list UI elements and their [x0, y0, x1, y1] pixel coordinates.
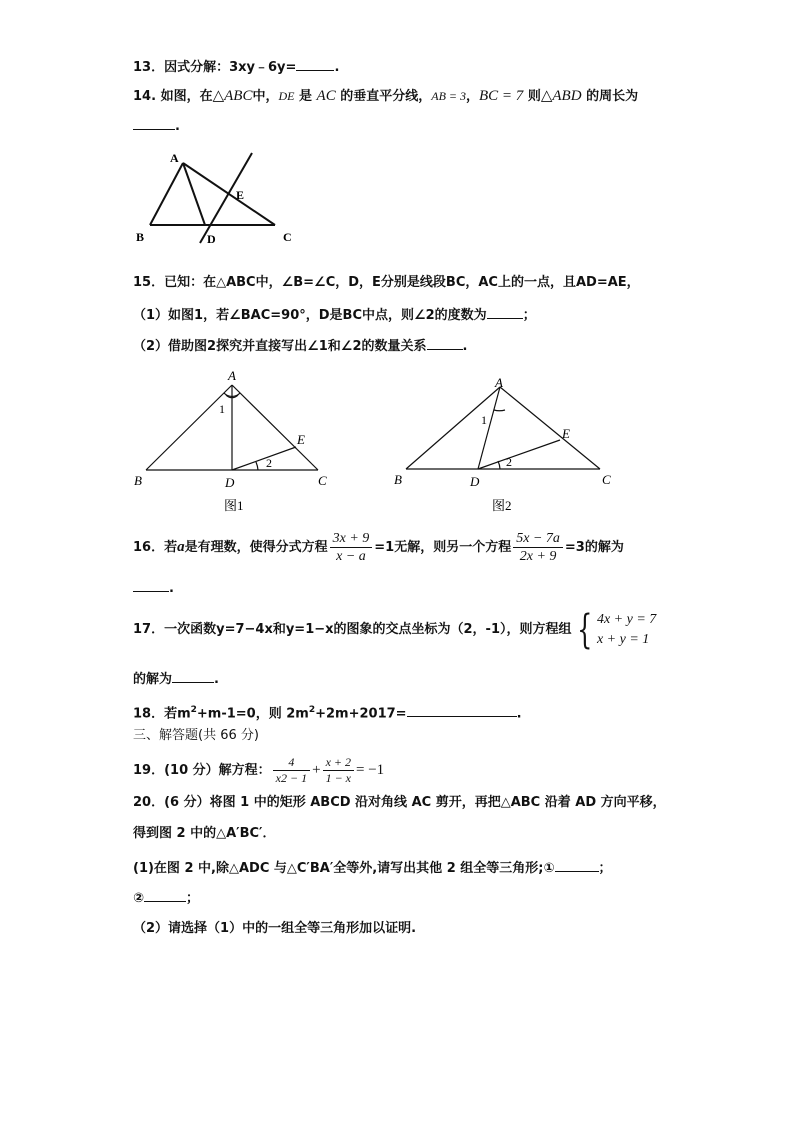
q15-figure-2 [390, 372, 630, 520]
fig2-label-e: E [562, 426, 570, 441]
q14-answer-blank[interactable] [133, 115, 175, 130]
question-20-part-1-cont [133, 887, 199, 909]
q14-end: . [175, 119, 180, 134]
q16-variable-a: a [177, 539, 185, 555]
q20-part1-cont-end: ； [186, 891, 200, 906]
q16-end: . [169, 581, 174, 596]
fig2-caption: 图2 [492, 498, 512, 513]
q15-part2-text: （2）借助图2探究并直接写出∠1和∠2的数量关系 [133, 339, 427, 354]
q16-text: 是有理数，使得分式方程 [184, 540, 328, 555]
q20-answer-blank-1[interactable] [555, 857, 599, 872]
fig1-caption: 图1 [224, 498, 244, 513]
q14-triangle-abc: △ABC [212, 88, 253, 104]
q17-equation-2: x + y = 1 [596, 631, 650, 647]
q17-text: 17．一次函数y=7−4x和y=1−x的图象的交点坐标为（2，-1），则方程组 [133, 622, 572, 637]
question-13 [133, 56, 339, 78]
question-14 [133, 86, 638, 107]
question-20-line-2: 得到图 2 中的△A′BC′． [133, 826, 276, 841]
fig2-label-c: C [602, 472, 611, 487]
fig1-angle-1: 1 [219, 402, 225, 416]
q16-text: 16．若 [133, 540, 178, 555]
q18-superscript: 2 [308, 705, 316, 715]
fig2-label-a: A [495, 375, 503, 390]
q14-text: 中， [252, 89, 279, 104]
q18-text: +m-1=0，则 2m [196, 706, 309, 722]
q19-plus: + [312, 762, 321, 778]
q14-label-c: C [283, 230, 292, 244]
question-16-answer-line [133, 577, 174, 599]
q16-fraction-1 [330, 530, 373, 565]
question-18 [133, 700, 522, 724]
q17-text: 的解为 [133, 672, 173, 687]
q13-expression: 3xy﹣6y= [229, 60, 297, 75]
q20-answer-blank-2[interactable] [144, 887, 186, 902]
q16-fraction-2 [513, 530, 563, 565]
q15-stem: 15．已知：在△ABC中，∠B=∠C，D，E分别是线段BC，AC上的一点，且AD=AE， [133, 275, 640, 290]
section-3-heading: 三、解答题(共 66 分) [133, 728, 259, 743]
question-15-part-1 [133, 304, 536, 326]
q14-label-d: D [207, 232, 216, 246]
q20-part1-end: ； [598, 861, 612, 876]
q14-number: 14. [133, 89, 157, 104]
q14-text: 的周长为 [581, 89, 639, 104]
q19-fraction-1-denominator: x2 − 1 [275, 771, 308, 785]
q19-fraction-2-denominator: 1 − x [325, 771, 351, 785]
question-15-part-2 [133, 335, 467, 357]
q17-brace: { [576, 606, 592, 653]
q15-part2-blank[interactable] [427, 335, 463, 350]
q20-part1-text: (1)在图 2 中,除△ADC 与△C′BA′全等外,请写出其他 2 组全等三角形;① [133, 861, 555, 876]
q18-end: . [516, 706, 522, 722]
question-14-answer-line [133, 115, 180, 137]
q19-text: 19．(10 分）解方程： [133, 763, 271, 778]
question-20-part-1 [133, 857, 612, 879]
q14-label-e: E [236, 188, 245, 202]
fig1-label-c: C [318, 473, 327, 488]
q13-answer-blank[interactable] [296, 56, 334, 71]
question-15 [133, 273, 640, 293]
q19-fraction-1 [273, 755, 310, 786]
q18-superscript: 2 [190, 705, 197, 715]
fig1-angle-2: 2 [266, 456, 272, 470]
question-17 [133, 608, 656, 652]
q19-fraction-1-numerator: 4 [273, 755, 310, 771]
q16-fraction-2-numerator: 5x − 7a [513, 530, 563, 548]
question-20-line-1: 20．(6 分）将图 1 中的矩形 ABCD 沿对角线 AC 剪开，再把△ABC 沿着 AD 方向平移， [133, 795, 666, 810]
q16-answer-blank[interactable] [133, 577, 169, 592]
q14-figure [130, 145, 305, 250]
q19-fraction-2 [323, 755, 354, 786]
q14-bc-value: BC = 7 [479, 88, 524, 104]
q14-label-a: A [170, 151, 179, 165]
q16-fraction-1-numerator: 3x + 9 [330, 530, 373, 548]
q17-end: . [214, 672, 219, 687]
fig1-label-a: A [228, 368, 236, 383]
q14-ab-value: AB = 3 [431, 89, 466, 103]
q14-label-b: B [136, 230, 145, 244]
q16-fraction-2-denominator: 2x + 9 [519, 549, 557, 564]
fig1-label-b: B [134, 473, 142, 488]
q15-part1-end: ； [522, 308, 536, 323]
question-16 [133, 527, 624, 567]
q14-text: 的垂直平分线， [335, 89, 432, 104]
q15-part1-blank[interactable] [487, 304, 523, 319]
q17-equation-1: 4x + y = 7 [596, 611, 657, 627]
q14-triangle-abd: △ABD [540, 88, 582, 104]
q17-equation-system [572, 606, 657, 653]
fig2-angle-2: 2 [506, 455, 512, 469]
fig2-label-d: D [470, 474, 480, 489]
q13-label: 因式分解： [164, 60, 230, 75]
q16-text: =1无解，则另一个方程 [374, 540, 512, 555]
q17-answer-blank[interactable] [172, 668, 214, 683]
fig2-angle-1: 1 [481, 413, 487, 427]
q14-text: ， [466, 89, 480, 104]
fig1-label-e: E [297, 432, 305, 447]
q15-part2-end: . [462, 339, 468, 354]
fig2-label-b: B [394, 472, 402, 487]
q14-text: 则 [523, 89, 541, 104]
q19-fraction-2-numerator: x + 2 [323, 755, 354, 771]
question-20-part-2: （2）请选择（1）中的一组全等三角形加以证明. [133, 921, 417, 936]
q18-text: +2m+2017= [315, 706, 407, 722]
q15-part1-text: （1）如图1，若∠BAC=90°，D是BC中点，则∠2的度数为 [133, 308, 487, 323]
q13-number: 13． [133, 60, 165, 75]
q13-end: . [334, 60, 340, 75]
q18-text: m [177, 706, 191, 722]
q19-right-hand-side: = −1 [356, 762, 385, 778]
question-19 [133, 752, 384, 788]
q14-ac: AC [316, 88, 336, 104]
q18-text: 18．若 [133, 706, 178, 722]
q17-equations [597, 610, 656, 650]
q14-de: DE [278, 89, 295, 103]
q14-text: 是 [294, 89, 317, 104]
question-17-answer-line [133, 668, 219, 690]
q18-answer-blank[interactable] [407, 702, 517, 717]
q20-circled-2: ② [133, 891, 145, 906]
q14-text: 如图，在 [160, 89, 213, 104]
fig1-label-d: D [225, 475, 235, 490]
q16-fraction-1-denominator: x − a [336, 549, 366, 564]
q16-text: =3的解为 [564, 540, 624, 555]
q15-figure-1 [130, 365, 340, 520]
